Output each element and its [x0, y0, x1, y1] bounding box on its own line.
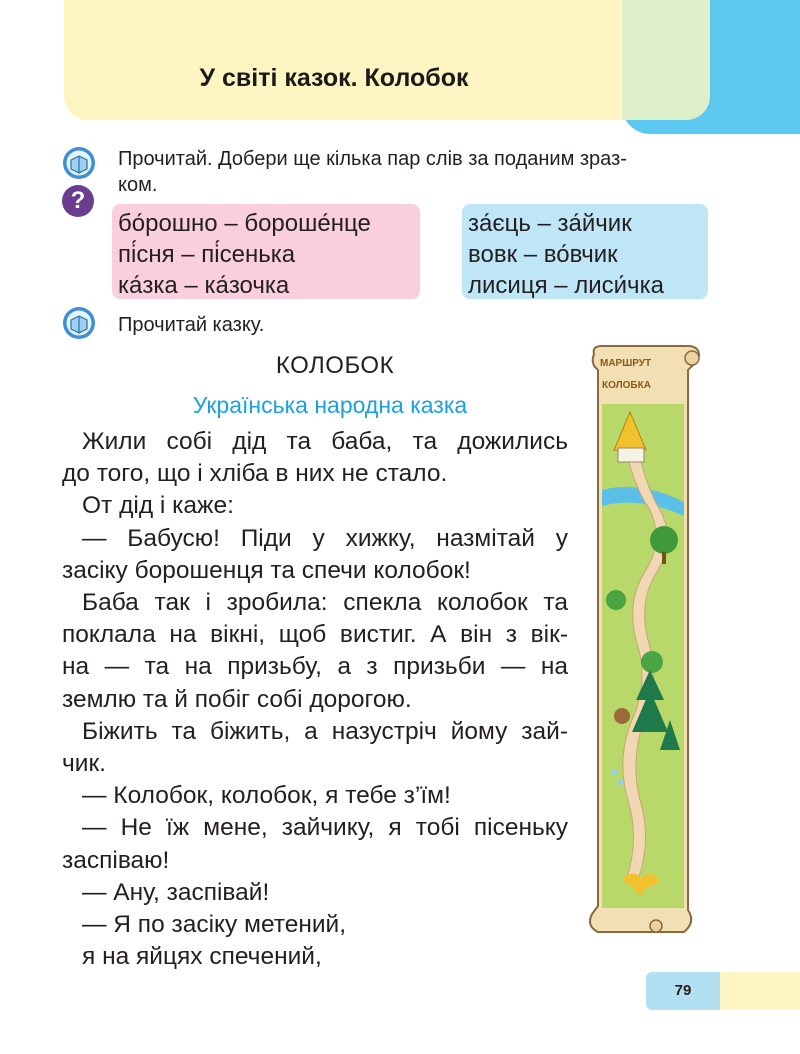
- story-line: — Я по засіку метений,: [82, 911, 347, 939]
- story-line: От дід і каже:: [82, 492, 234, 520]
- story-line: — Не їж мене, зайчику, я тобі пісеньку: [82, 814, 568, 842]
- word-pair: вовк – во́вчик: [468, 241, 618, 268]
- story-line: заспіваю!: [62, 846, 170, 874]
- story-line: на — та на призьбу, а з призьби — на: [62, 653, 568, 681]
- word-pairs-blue: [462, 204, 708, 299]
- task1-instruction: [118, 146, 708, 198]
- question-icon: ?: [62, 185, 94, 217]
- header-banner: [64, 0, 710, 120]
- story-line: — Колобок, колобок, я тебе з’їм!: [82, 782, 451, 810]
- story-subtitle: Українська народна казка: [192, 392, 468, 418]
- story-line: землю та й побіг собі дорогою.: [62, 685, 412, 713]
- story-line: чик.: [62, 750, 106, 778]
- word-pair: пі́сня – пі́сенька: [118, 241, 296, 268]
- story-line: Баба так і зробила: спекла колобок та: [82, 589, 568, 617]
- word-pairs-pink: [112, 204, 420, 299]
- story-line: до того, що і хліба в них не стало.: [62, 460, 448, 488]
- story-line: я на яйцях спечений,: [82, 943, 322, 971]
- map-label-line1: МАРШРУТ: [600, 358, 652, 369]
- story-line: засіку борошенця та спечи колобок!: [62, 556, 471, 584]
- task2-instruction: Прочитай казку.: [118, 314, 265, 336]
- word-pair: за́єць – за́йчик: [468, 210, 632, 237]
- word-pair: ка́зка – ка́зочка: [118, 272, 290, 299]
- page-title: У світі казок. Колобок: [199, 64, 469, 92]
- story-line: Біжить та біжить, а назустріч йому зай-: [82, 717, 568, 745]
- word-pair: бо́рошно – бороше́нце: [118, 210, 371, 237]
- story-line: поклала на вікні, щоб вистиг. А він з вік-: [62, 621, 568, 649]
- story-line: Жили собі дід та баба, та дожились: [82, 428, 568, 455]
- story-text: [62, 426, 568, 973]
- story-line: — Ану, заспівай!: [82, 878, 270, 906]
- book-icon: [62, 306, 96, 340]
- task1-instruction-line1: Прочитай. Добери ще кілька пар слів за поданим зраз-: [118, 148, 627, 170]
- word-pair: лисиця – лиси́чка: [468, 272, 664, 299]
- book-icon: [62, 146, 96, 180]
- page-number: 79: [646, 972, 720, 1010]
- route-map-illustration: [580, 340, 706, 940]
- story-line: — Бабусю! Піди у хижку, назмітай у: [82, 524, 568, 552]
- story-title: КОЛОБОК: [275, 352, 395, 379]
- map-label-line2: КОЛОБКА: [602, 380, 651, 391]
- page-number-strip: [720, 972, 800, 1010]
- task1-instruction-line2: ком.: [118, 174, 158, 196]
